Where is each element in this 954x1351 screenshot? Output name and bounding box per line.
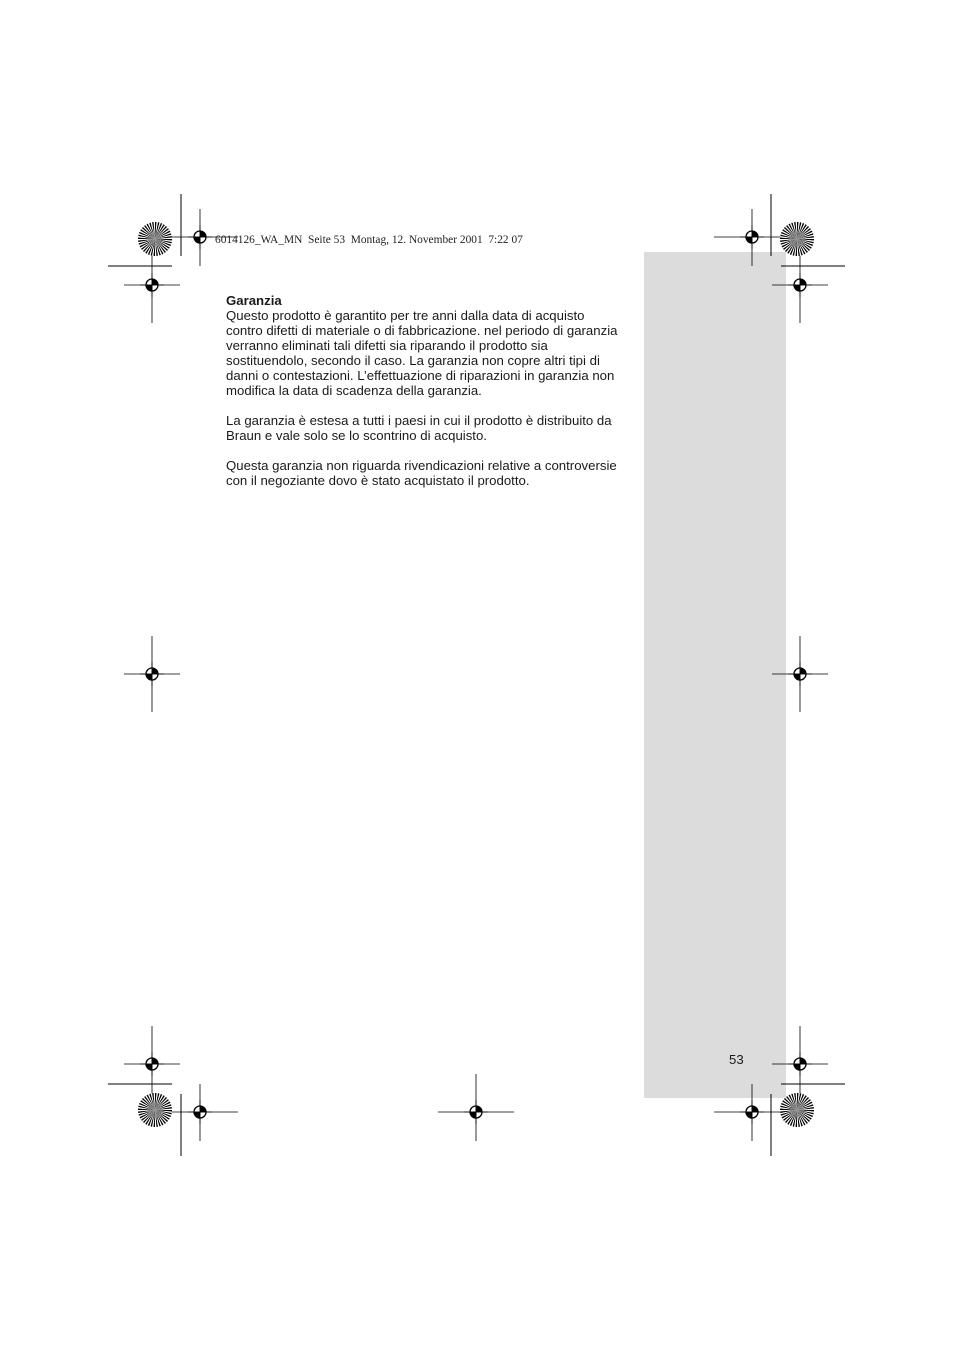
slug-line: 6014126_WA_MN Seite 53 Montag, 12. November 2001 7:22 07 bbox=[215, 234, 523, 246]
starburst-target-icon bbox=[138, 1093, 172, 1127]
paragraph: Questo prodotto è garantito per tre anni dalla data di acquisto contro difetti di materiale o di fabbricazione. nel periodo di garanzia verranno eliminati tali difetti sia riparando il prodotto sia sostituendolo, secondo il caso. La garanzia non copre altri tipi di danni o contestazioni. L’effettuazione di riparazioni in garanzia non modifica la data di scadenza della garanzia. bbox=[226, 308, 618, 398]
section-heading: Garanzia bbox=[226, 293, 282, 308]
paragraph: La garanzia è estesa a tutti i paesi in cui il prodotto è distribuito da Braun e vale solo se lo scontrino di acquisto. bbox=[226, 413, 612, 443]
paragraph: Questa garanzia non riguarda rivendicazioni relative a controversie con il negoziante dovo è stato acquistato il prodotto. bbox=[226, 458, 617, 488]
starburst-target-icon bbox=[138, 222, 172, 256]
starburst-target-icon bbox=[780, 222, 814, 256]
warranty-section bbox=[226, 293, 636, 503]
starburst-target-icon bbox=[780, 1093, 814, 1127]
page-number: 53 bbox=[729, 1052, 744, 1067]
